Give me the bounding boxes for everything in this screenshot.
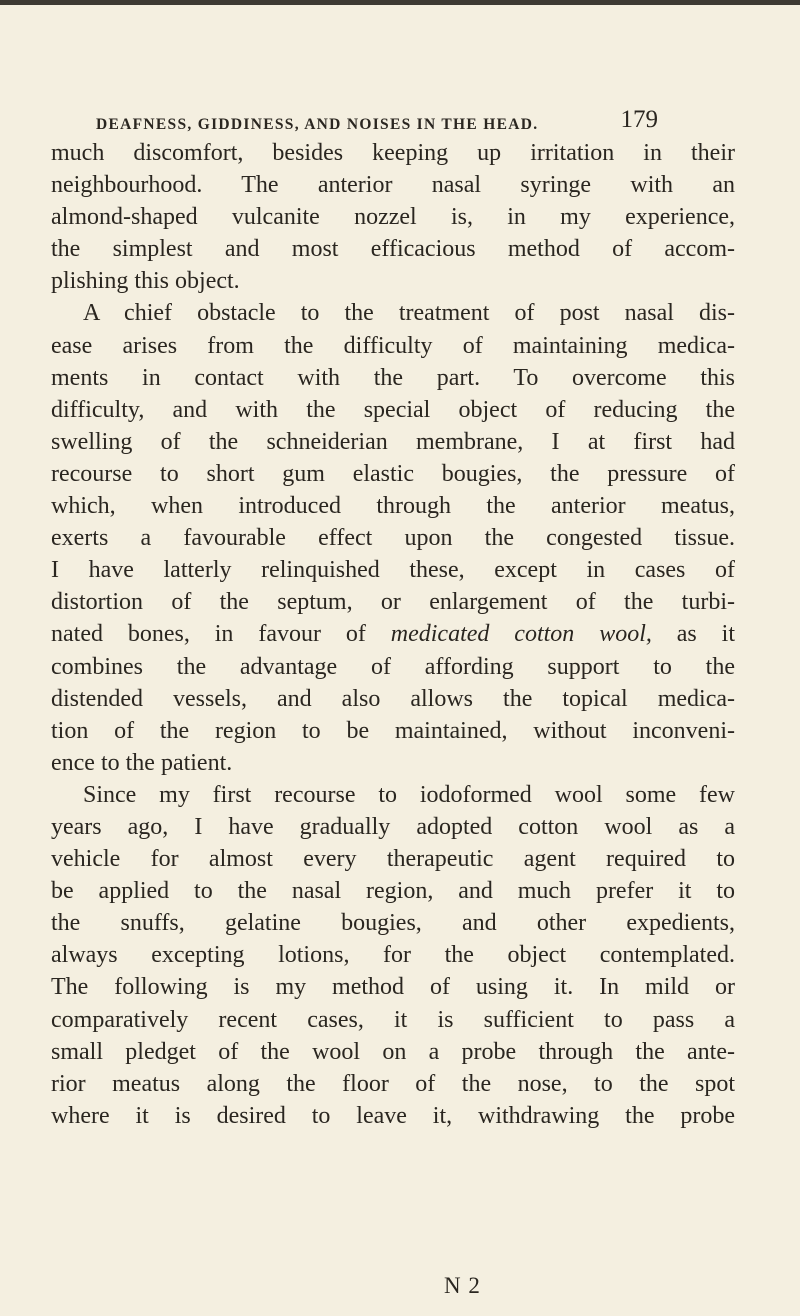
text-line: always excepting lotions, for the object contemplated. xyxy=(51,942,735,969)
text-line: I have latterly relinquished these, except in cases of xyxy=(51,557,735,584)
text-line: The following is my method of using it. In mild or xyxy=(51,974,735,1001)
page-number: 179 xyxy=(620,106,658,133)
text-line: tion of the region to be maintained, without inconveni- xyxy=(51,717,735,744)
text-line: distended vessels, and also allows the topical medica- xyxy=(51,685,735,712)
paragraph-start-line: Since my first recourse to iodoformed wool some few xyxy=(83,781,735,808)
text-line: comparatively recent cases, it is sufficient to pass a xyxy=(51,1006,735,1033)
text-line: small pledget of the wool on a probe through the ante- xyxy=(51,1038,735,1065)
text-segment: nated bones, in favour of xyxy=(51,621,366,648)
text-line: which, when introduced through the anterior meatus, xyxy=(51,493,735,520)
text-line: be applied to the nasal region, and much prefer it to xyxy=(51,878,735,905)
text-line: much discomfort, besides keeping up irritation in their xyxy=(51,140,735,166)
running-title: DEAFNESS, GIDDINESS, AND NOISES IN THE HEAD. xyxy=(96,116,539,133)
text-line: vehicle for almost every therapeutic agent required to xyxy=(51,846,735,873)
text-line: ease arises from the difficulty of maintaining medica- xyxy=(51,332,735,359)
body-text xyxy=(51,137,735,1132)
top-edge-shadow xyxy=(0,0,800,5)
text-line: rior meatus along the floor of the nose, to the spot xyxy=(51,1070,735,1097)
text-line: the simplest and most efficacious method of accom- xyxy=(51,236,735,263)
page-header xyxy=(96,100,658,140)
text-line: distortion of the septum, or enlargement of the turbi- xyxy=(51,589,735,616)
text-line: recourse to short gum elastic bougies, the pressure of xyxy=(51,460,735,487)
text-line: exerts a favourable effect upon the congested tissue. xyxy=(51,525,735,552)
text-line: difficulty, and with the special object of reducing the xyxy=(51,396,735,423)
printer-signature-mark: N 2 xyxy=(444,1273,481,1298)
text-line: neighbourhood. The anterior nasal syringe with an xyxy=(51,172,735,199)
text-line: the snuffs, gelatine bougies, and other expedients, xyxy=(51,910,735,937)
text-line: almond-shaped vulcanite nozzel is, in my experience, xyxy=(51,204,735,231)
text-line: combines the advantage of affording support to the xyxy=(51,653,735,680)
text-segment: as it xyxy=(676,621,736,648)
text-line-with-italic xyxy=(51,618,735,650)
text-line: where it is desired to leave it, withdrawing the probe xyxy=(51,1102,735,1129)
text-line: plishing this object. xyxy=(51,268,240,295)
text-line: years ago, I have gradually adopted cotton wool as a xyxy=(51,813,735,840)
text-line: ence to the patient. xyxy=(51,749,233,776)
text-line: ments in contact with the part. To overcome this xyxy=(51,364,735,391)
paragraph-start-line: A chief obstacle to the treatment of post nasal dis- xyxy=(83,300,735,327)
text-line: swelling of the schneiderian membrane, I at first had xyxy=(51,428,735,455)
italic-phrase: medicated cotton wool, xyxy=(390,621,652,648)
